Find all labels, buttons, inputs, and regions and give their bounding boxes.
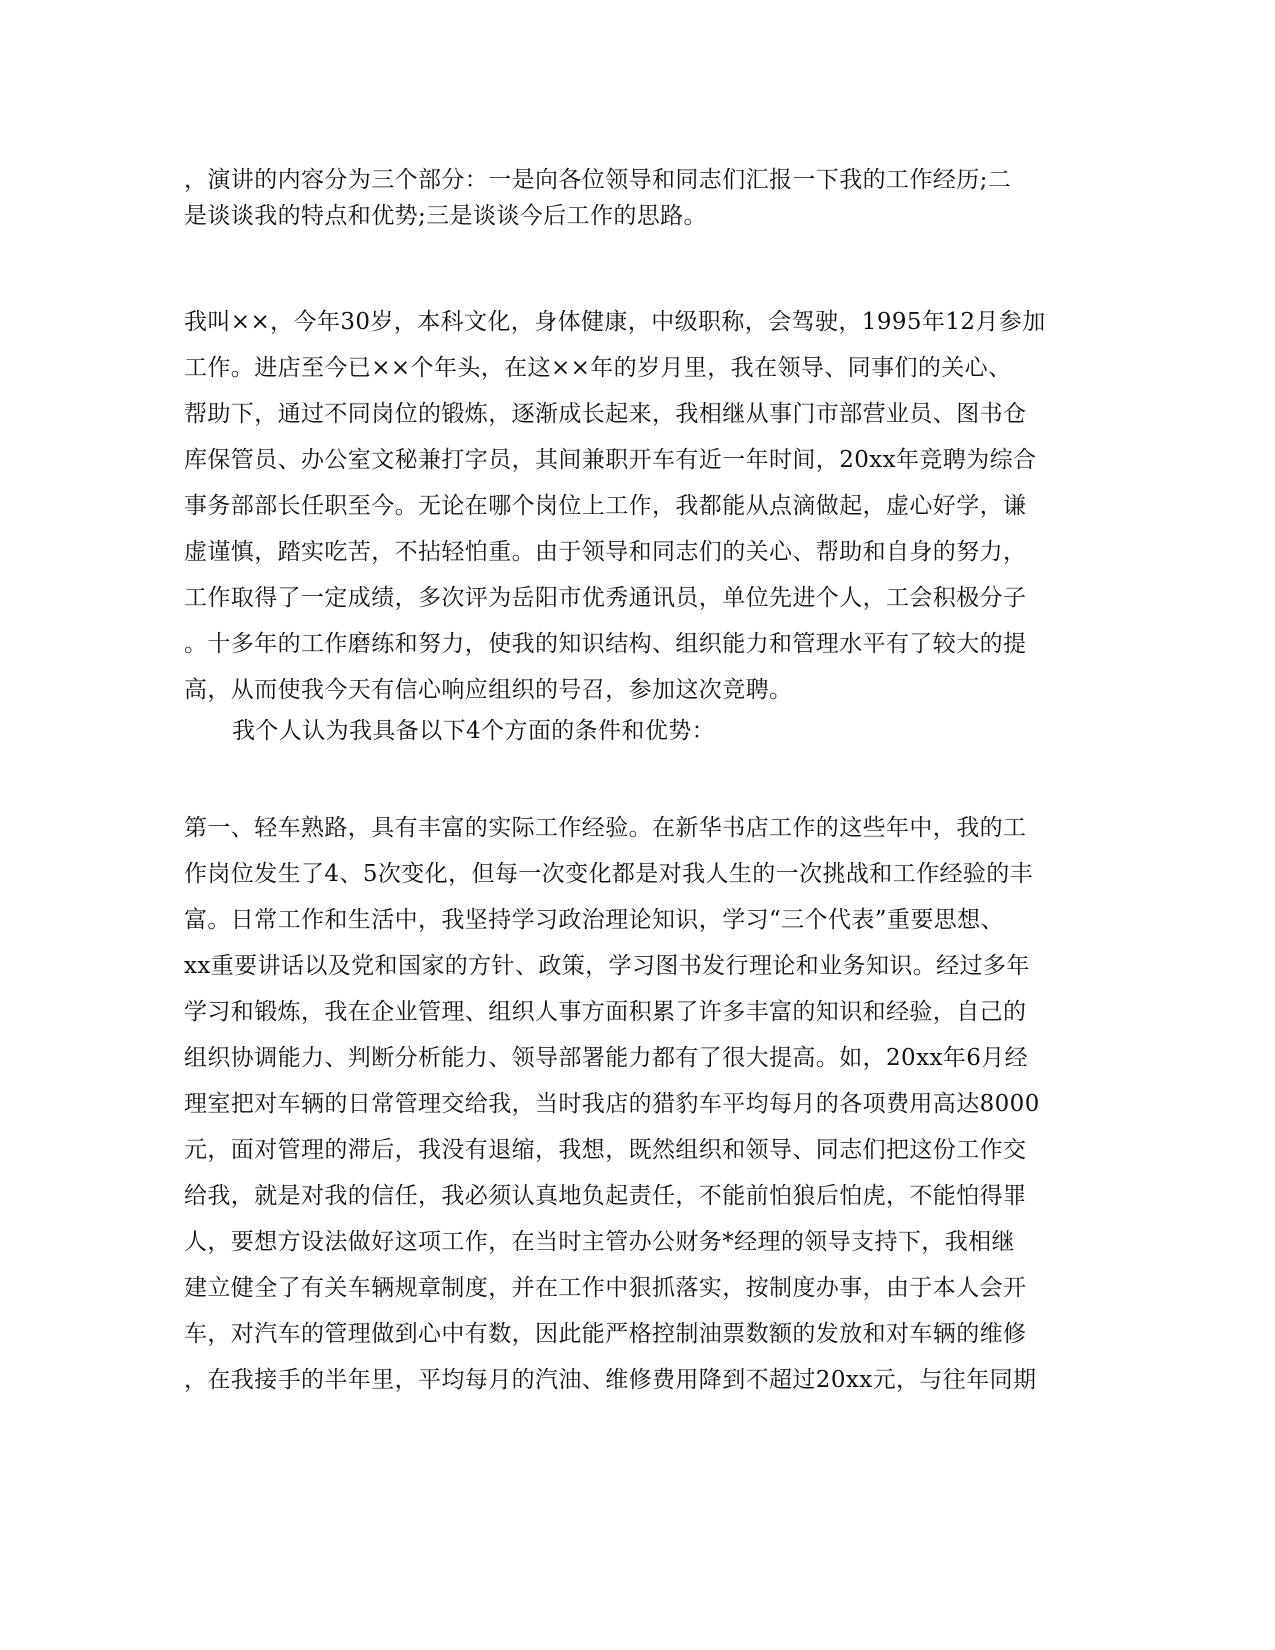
text-line: 工作。进店至今已××个年头，在这××年的岁月里，我在领导、同事们的关心、 [184, 355, 1012, 381]
text-line: 作岗位发生了4、5次变化，但每一次变化都是对我人生的一次挑战和工作经验的丰 [184, 861, 1034, 887]
text-line: 给我，就是对我的信任，我必须认真地负起责任，不能前怕狼后怕虎，不能怕得罪 [184, 1183, 1027, 1209]
paragraph-first-advantage [184, 805, 1084, 1403]
text-line: 我个人认为我具备以下4个方面的条件和优势： [232, 718, 716, 744]
text-line: 虚谨慎，踏实吃苦，不拈轻怕重。由于领导和同志们的关心、帮助和自身的努力， [184, 539, 1027, 565]
text-line: 帮助下，通过不同岗位的锻炼，逐渐成长起来，我相继从事门市部营业员、图书仓 [184, 401, 1027, 427]
text-line: 理室把对车辆的日常管理交给我，当时我店的猎豹车平均每月的各项费用高达8000 [184, 1091, 1040, 1117]
paragraph-work-history [184, 299, 1084, 713]
text-line: 我叫××，今年30岁，本科文化，身体健康，中级职称，会驾驶，1995年12月参加 [184, 309, 1046, 335]
text-line: ，在我接手的半年里，平均每月的汽油、维修费用降到不超过20xx元，与往年同期 [184, 1367, 1037, 1393]
text-line: 。十多年的工作磨练和努力，使我的知识结构、组织能力和管理水平有了较大的提 [184, 631, 1027, 657]
text-line: 学习和锻炼，我在企业管理、组织人事方面积累了许多丰富的知识和经验，自己的 [184, 999, 1027, 1025]
paragraph-advantages-intro [184, 713, 1084, 749]
text-line: 组织协调能力、判断分析能力、领导部署能力都有了很大提高。如，20xx年6月经 [184, 1045, 1029, 1071]
text-line: 富。日常工作和生活中，我坚持学习政治理论知识，学习“三个代表”重要思想、 [184, 907, 1004, 933]
text-line: 工作取得了一定成绩，多次评为岳阳市优秀通讯员，单位先进个人，工会积极分子 [184, 585, 1027, 611]
text-line: 事务部部长任职至今。无论在哪个岗位上工作，我都能从点滴做起，虚心好学，谦 [184, 493, 1027, 519]
text-line: 人，要想方设法做好这项工作，在当时主管办公财务*经理的领导支持下，我相继 [184, 1229, 1015, 1255]
text-line: 车，对汽车的管理做到心中有数，因此能严格控制油票数额的发放和对车辆的维修 [184, 1321, 1027, 1347]
text-line: 建立健全了有关车辆规章制度，并在工作中狠抓落实，按制度办事，由于本人会开 [184, 1275, 1027, 1301]
text-line: 第一、轻车熟路，具有丰富的实际工作经验。在新华书店工作的这些年中，我的工 [184, 815, 1027, 841]
paragraph-intro [184, 162, 1084, 234]
text-line: xx重要讲话以及党和国家的方针、政策，学习图书发行理论和业务知识。经过多年 [184, 953, 1030, 979]
text-line: 是谈谈我的特点和优势;三是谈谈今后工作的思路。 [184, 203, 707, 229]
text-line: 库保管员、办公室文秘兼打字员，其间兼职开车有近一年时间，20xx年竞聘为综合 [184, 447, 1037, 473]
text-line: 元，面对管理的滞后，我没有退缩，我想，既然组织和领导、同志们把这份工作交 [184, 1137, 1027, 1163]
text-line: 高，从而使我今天有信心响应组织的号召，参加这次竞聘。 [184, 677, 793, 703]
text-line: ，演讲的内容分为三个部分：一是向各位领导和同志们汇报一下我的工作经历;二 [184, 167, 1012, 193]
